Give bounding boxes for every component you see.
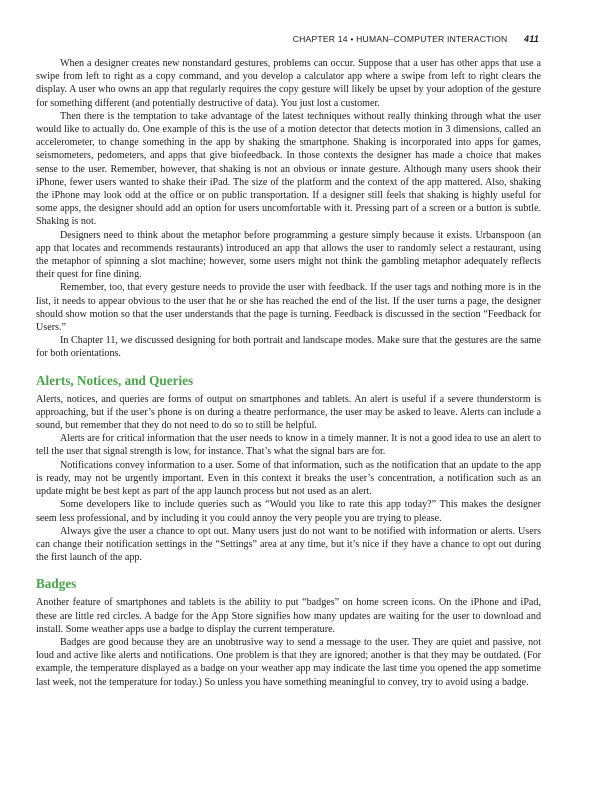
paragraph: Then there is the temptation to take advantage of the latest techniques without really thinking through what the user would like to actually do. One example of this is the use of a motion detector that detects motion in 3 dimensions, called an accelerometer, to change something in the app by shaking the smartphone. Shaking is incorporated into apps for games, seismometers, pedometers, and apps that give biofeedback. In those contexts the designer has made a choice that makes sense to the user. Remember, however, that shaking is not an obvious or innate gesture. Although many users shook their iPhone, fewer users wanted to shake their iPad. The size of the platform and the context of the app mattered. Also, shaking the iPhone may look odd at the office or on public transportation. If a designer still feels that shaking is highly useful for some apps, the designer should add an option for users uncomfortable with it. Pressing part of a screen or a button is subtle. Shaking is not.	[36, 110, 541, 228]
page-number: 411	[524, 34, 539, 44]
paragraph: When a designer creates new nonstandard gestures, problems can occur. Suppose that a user has other apps that use a swipe from left to right as a copy command, and you develop a calculator app where a swipe from left to right clears the display. A user who owns an app that regularly requires the copy gesture will likely be upset by your adoption of the gesture for something different (and potentially destructive of data). You just lost a customer.	[36, 58, 541, 109]
page-body	[36, 57, 541, 689]
paragraph: Remember, too, that every gesture needs to provide the user with feedback. If the user tags and nothing more is in the list, it needs to appear obvious to the user that he or she has reached the end of the list. If the user turns a page, the designer should show motion so that the user understands that the page is turning. Feedback is discussed in the section “Feedback for Users.”	[36, 282, 541, 334]
running-header	[36, 34, 539, 44]
paragraph: In Chapter 11, we discussed designing for both portrait and landscape modes. Make sure that the gestures are the same for both orientations.	[36, 335, 541, 360]
paragraph: Alerts are for critical information that the user needs to know in a timely manner. It is not a good idea to use an alert to tell the user that signal strength is low, for instance. That’s what the signal bars are for.	[36, 433, 541, 458]
running-title: CHAPTER 14 • HUMAN–COMPUTER INTERACTION	[292, 34, 508, 44]
paragraph: Alerts, notices, and queries are forms of output on smartphones and tablets. An alert is useful if a severe thunderstorm is approaching, but if the user’s phone is on during a theatre performance, the user may be asked to leave. Alerts can include a sound, but remember that they do not need to do so to still be helpful.	[36, 393, 541, 432]
paragraph: Notifications convey information to a user. Some of that information, such as the notification that an update to the app is ready, may not be urgently important. Even in this context it breaks the user’s concentration, a notification such as an update might be best kept as part of the app launch process but not used as an alert.	[36, 459, 541, 498]
paragraph: Another feature of smartphones and tablets is the ability to put “badges” on home screen icons. On the iPhone and iPad, these are little red circles. A badge for the App Store signifies how many updates are waiting for the user to download and install. Some weather apps use a badge to display the current temperature.	[36, 597, 541, 635]
section-heading-badges: Badges	[36, 576, 77, 592]
paragraph: Always give the user a chance to opt out. Many users just do not want to be notified with information or alerts. Users can change their notification settings in the “Settings” area at any time, but it’s nice if they have a chance to opt out during the first launch of the app.	[36, 525, 541, 564]
paragraph: Designers need to think about the metaphor before programming a gesture simply because it exists. Urbanspoon (an app that locates and recommends restaurants) introduced an app that allows the user to randomly select a restaurant, using the metaphor of spinning a slot machine; however, some users might not think the gambling metaphor adequately reflects their quest for fine dining.	[36, 229, 541, 281]
paragraph: Badges are good because they are an unobtrusive way to send a message to the user. They are quiet and passive, not loud and active like alerts and notifications. One problem is that they are ignored; another is that they may be outdated. (For example, the temperature displayed as a badge on your weather app may indicate the last time you opened the app sometime last week, not the temperature for today.) So unless you have something meaningful to convey, try to avoid using a badge.	[36, 636, 541, 688]
section-heading-alerts: Alerts, Notices, and Queries	[36, 372, 194, 388]
paragraph: Some developers like to include queries such as “Would you like to rate this app today?” This makes the designer seem less professional, and by including it you could annoy the very people you are trying to please.	[36, 499, 541, 524]
